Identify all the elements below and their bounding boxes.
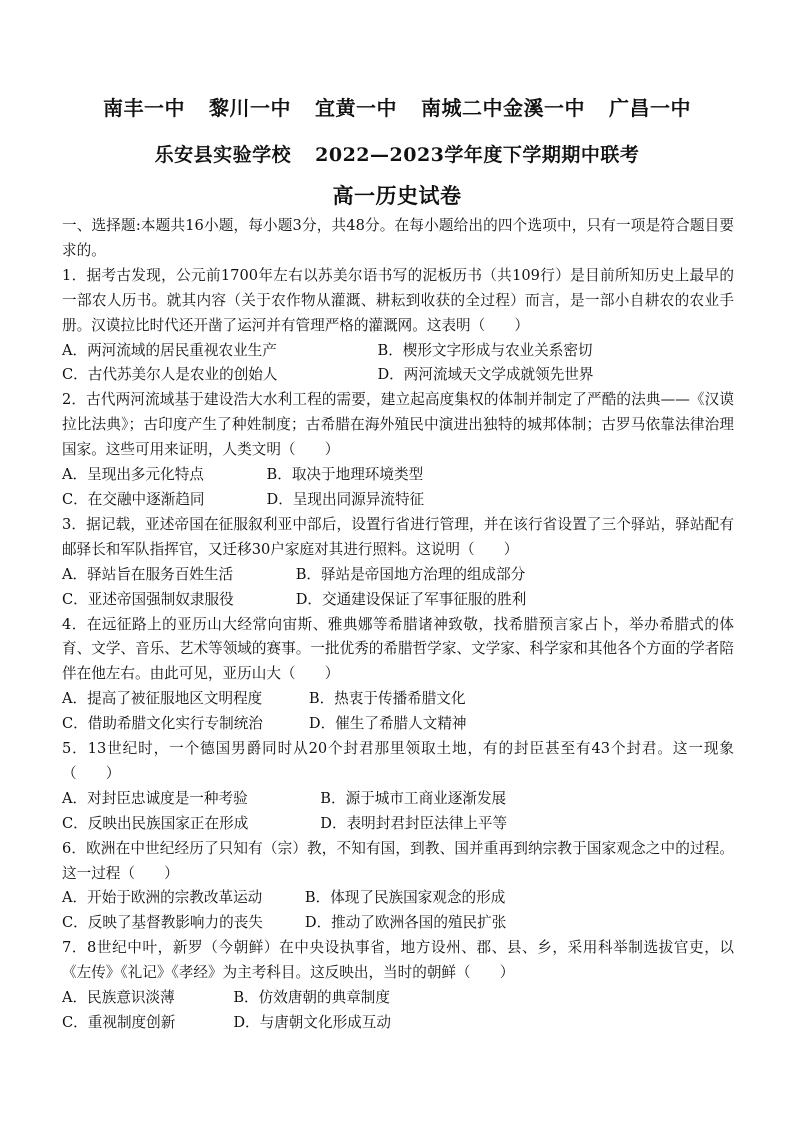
option-grid xyxy=(62,687,734,737)
exam-title-line xyxy=(0,140,794,167)
school-name: 黎川一中 xyxy=(209,96,291,120)
question-item xyxy=(62,936,734,1036)
school-names-line xyxy=(0,92,794,121)
school-name: 乐安县实验学校 xyxy=(154,144,292,166)
option-grid xyxy=(62,563,734,613)
answer-option: C．重视制度创新 xyxy=(62,1014,176,1031)
option-grid xyxy=(62,986,734,1036)
question-list xyxy=(62,264,734,1036)
answer-option: A．开始于欧洲的宗教改革运动 xyxy=(62,889,263,907)
school-name: 广昌一中 xyxy=(609,96,691,120)
answer-option: C．古代苏美尔人是农业的创始人 xyxy=(62,366,278,384)
question-stem: 4．在远征路上的亚历山大经常向宙斯、雅典娜等希腊诸神致敬，找希腊预言家占卜，举办希腊式的体育、文学、音乐、艺术等领域的赛事。一批优秀的希腊哲学家、文学家、科学家和其他各个方面的学者陪伴在他左右。由此可见，亚历山大（ ） xyxy=(62,615,734,683)
question-body xyxy=(62,214,734,1036)
option-grid xyxy=(62,886,734,936)
answer-option: B．热衷于传播希腊文化 xyxy=(308,690,466,708)
answer-option: D．与唐朝文化形成互动 xyxy=(233,1014,391,1031)
answer-option: B．体现了民族国家观念的形成 xyxy=(304,889,506,907)
answer-option: A．民族意识淡薄 xyxy=(62,989,175,1007)
option-grid xyxy=(62,463,734,513)
question-item xyxy=(62,737,734,837)
question-item xyxy=(62,264,734,389)
question-item xyxy=(62,837,734,937)
question-item xyxy=(62,513,734,613)
answer-option: C．反映出民族国家正在形成 xyxy=(62,814,249,832)
answer-option: B．驿站是帝国地方治理的组成部分 xyxy=(295,565,526,583)
answer-option: D．呈现出同源异流特征 xyxy=(266,490,425,508)
answer-option: D．催生了希腊人文精神 xyxy=(308,715,467,733)
school-name: 南城二中金溪一中 xyxy=(421,96,585,120)
answer-option: C．在交融中逐渐趋同 xyxy=(62,490,205,508)
question-stem: 7．8世纪中叶，新罗（今朝鲜）在中央设执事省，地方设州、郡、县、乡，采用科举制选拔官吏，以《左传》《礼记》《孝经》为主考科目。这反映出，当时的朝鲜（ ） xyxy=(62,939,734,982)
answer-option: D．表明封君封臣法律上平等 xyxy=(320,814,508,832)
question-stem: 1．据考古发现，公元前1700年左右以苏美尔语书写的泥板历书（共109行）是目前所知历史上最早的一部农人历书。就其内容（关于农作物从灌溉、耕耘到收获的全过程）而言，是一部小自耕农的农业手册。汉谟拉比时代还开凿了运河并有管理严格的灌溉网。这表明（ ） xyxy=(62,266,734,334)
answer-option: C．亚述帝国强制奴隶服役 xyxy=(62,590,234,608)
question-stem: 2．古代两河流域基于建设浩大水利工程的需要，建立起高度集权的体制并制定了严酷的法典——《汉谟拉比法典》；古印度产生了种姓制度；古希腊在海外殖民中演进出独特的城邦体制；古罗马依靠法律治理国家。这些可用来证明，人类文明（ ） xyxy=(62,391,734,459)
option-grid xyxy=(62,339,734,389)
question-item xyxy=(62,613,734,738)
answer-option: C．借助希腊文化实行专制统治 xyxy=(62,715,263,733)
paper-title: 高一历史试卷 xyxy=(332,183,462,208)
option-grid xyxy=(62,787,734,837)
answer-option: C．反映了基督教影响力的丧失 xyxy=(62,914,263,932)
answer-option: D．交通建设保证了军事征服的胜利 xyxy=(295,590,527,608)
question-stem: 6．欧洲在中世纪经历了只知有（宗）教，不知有国，到教、国并重再到纳宗教于国家观念之中的过程。这一过程（ ） xyxy=(62,839,734,882)
answer-option: B．取决于地理环境类型 xyxy=(266,466,424,484)
question-item xyxy=(62,388,734,513)
answer-option: A．驿站旨在服务百姓生活 xyxy=(62,565,234,583)
section-instructions: 一、选择题:本题共16小题，每小题3分，共48分。在每小题给出的四个选项中，只有一项是符合题目要求的。 xyxy=(62,217,734,259)
answer-option: A．提高了被征服地区文明程度 xyxy=(62,690,263,708)
answer-option: B．仿效唐朝的典章制度 xyxy=(233,989,390,1007)
answer-option: D．推动了欧洲各国的殖民扩张 xyxy=(304,914,507,932)
answer-option: A．对封臣忠诚度是一种考验 xyxy=(62,789,248,807)
school-name: 南丰一中 xyxy=(103,96,185,120)
question-stem: 5．13世纪时，一个德国男爵同时从20个封君那里领取土地，有的封臣甚至有43个封君。这一现象（ ） xyxy=(62,740,734,782)
school-name: 宜黄一中 xyxy=(315,96,397,120)
answer-option: B．源于城市工商业逐渐发展 xyxy=(320,789,507,807)
answer-option: B．楔形文字形成与农业关系密切 xyxy=(377,341,593,359)
answer-option: A．呈现出多元化特点 xyxy=(62,466,204,484)
answer-option: D．两河流域天文学成就领先世界 xyxy=(377,366,594,384)
answer-option: A．两河流域的居民重视农业生产 xyxy=(62,341,277,359)
exam-title: 2022—2023学年度下学期期中联考 xyxy=(315,144,640,166)
question-stem: 3．据记载，亚述帝国在征服叙利亚中部后，设置行省进行管理，并在该行省设置了三个驿站，驿站配有邮驿长和军队指挥官，又迁移30户家庭对其进行照料。这说明（ ） xyxy=(62,515,734,558)
